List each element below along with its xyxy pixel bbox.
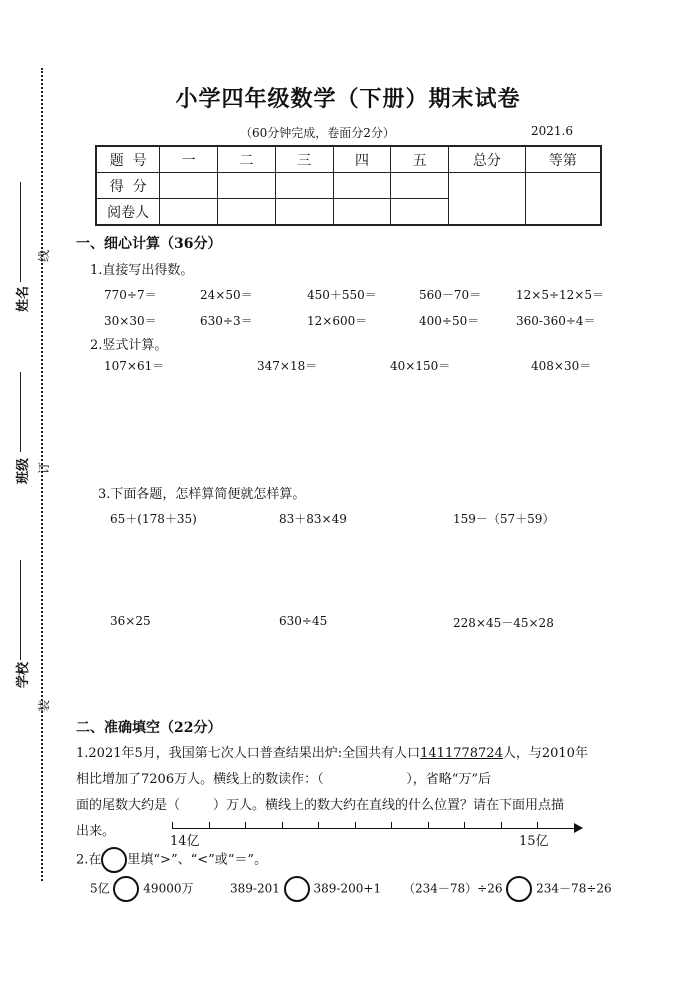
compare-right: 389-200+1	[313, 881, 382, 896]
school-label: 学校	[16, 661, 31, 688]
number-line-tick	[245, 822, 246, 828]
row-label: 阅卷人	[96, 199, 160, 226]
number-line-arrow-icon	[574, 823, 583, 833]
row-label: 题 号	[96, 146, 160, 173]
score-cell	[160, 199, 218, 226]
number-line-tick	[537, 822, 538, 828]
score-table	[95, 145, 602, 226]
table-row	[96, 173, 601, 199]
answer-circle-icon[interactable]	[506, 876, 532, 902]
oral-problem: 400÷50＝	[419, 314, 480, 328]
oral-problem: 24×50＝	[200, 288, 253, 302]
class-label: 班级	[16, 457, 31, 484]
column-header: 等第	[525, 146, 601, 173]
compare-q2-title	[76, 847, 267, 873]
binding-mark-zhuang: 装	[37, 699, 51, 712]
oral-problem: 30×30＝	[104, 314, 157, 328]
binding-mark-ding: 订	[37, 461, 51, 474]
score-cell	[218, 199, 276, 226]
score-cell	[275, 173, 333, 199]
name-underline	[20, 182, 21, 282]
score-cell	[160, 173, 218, 199]
score-cell	[275, 199, 333, 226]
column-header: 五	[391, 146, 449, 173]
oral-problem: 560－70＝	[419, 288, 482, 302]
compare-item	[403, 876, 612, 902]
compare-right: 234－78÷26	[536, 881, 612, 896]
question-3-title: 3.下面各题，怎样算简便就怎样算。	[98, 487, 306, 502]
compare-item	[90, 876, 193, 902]
compare-left: （234－78）÷26	[403, 881, 503, 896]
answer-circle-icon[interactable]	[113, 876, 139, 902]
number-line-tick	[172, 822, 173, 828]
number-line-tick	[391, 822, 392, 828]
number-line[interactable]	[172, 828, 577, 829]
oral-problem: 12×600＝	[307, 314, 368, 328]
row-label: 得 分	[96, 173, 160, 199]
column-header: 四	[333, 146, 391, 173]
simplify-problem: 630÷45	[279, 614, 328, 628]
compare-q2-text: 里填“>”、“<”或“＝”。	[127, 852, 268, 868]
fill-q1-line-4: 出来。	[76, 824, 116, 839]
simplify-problem: 159－（57＋59）	[453, 512, 555, 526]
page-title: 小学四年级数学（下册）期末试卷	[175, 86, 521, 112]
score-cell	[391, 173, 449, 199]
number-line-start-label: 14亿	[170, 834, 200, 849]
score-cell	[333, 199, 391, 226]
section-2-title: 二、准确填空（22分）	[76, 720, 222, 736]
number-line-tick	[464, 822, 465, 828]
question-1-title: 1.直接写出得数。	[90, 263, 194, 278]
oral-problem: 12×5÷12×5＝	[516, 288, 604, 302]
column-header: 二	[218, 146, 276, 173]
exam-date: 2021.6	[531, 124, 573, 138]
column-header: 一	[160, 146, 218, 173]
fill-q1-line-1	[76, 742, 588, 761]
total-score-cell	[449, 173, 526, 226]
answer-circle-icon	[101, 847, 127, 873]
number-line-tick	[501, 822, 502, 828]
number-line-tick	[355, 822, 356, 828]
binding-mark-line: 线	[37, 249, 51, 262]
vertical-calc-problem: 107×61＝	[104, 359, 165, 373]
vertical-calc-problem: 347×18＝	[257, 359, 318, 373]
score-cell	[333, 173, 391, 199]
answer-circle-icon[interactable]	[284, 876, 310, 902]
oral-problem: 360-360÷4＝	[516, 314, 596, 328]
simplify-problem: 228×45－45×28	[453, 616, 554, 630]
table-row	[96, 146, 601, 173]
name-label: 姓名	[16, 285, 31, 312]
column-header: 三	[275, 146, 333, 173]
fill-q1-line-2: 相比增加了7206万人。横线上的数读作：（ ），省略“万”后	[76, 772, 492, 787]
number-line-tick	[318, 822, 319, 828]
compare-right: 49000万	[143, 881, 194, 896]
score-cell	[391, 199, 449, 226]
number-line-tick	[209, 822, 210, 828]
school-underline	[20, 560, 21, 660]
section-1-title: 一、细心计算（36分）	[76, 236, 222, 252]
compare-item	[230, 876, 381, 902]
fill-q1-text: 人，与2010年	[502, 746, 588, 761]
compare-left: 5亿	[90, 881, 110, 896]
vertical-calc-problem: 408×30＝	[531, 359, 592, 373]
oral-problem: 630÷3＝	[200, 314, 253, 328]
column-header: 总分	[449, 146, 526, 173]
simplify-problem: 83＋83×49	[279, 512, 347, 526]
fill-q1-text: 1.2021年5月，我国第七次人口普查结果出炉:全国共有人口	[76, 746, 421, 761]
exam-subtitle: （60分钟完成，卷面分2分）	[240, 126, 395, 140]
oral-problem: 450＋550＝	[307, 288, 377, 302]
population-number: 1411778724	[420, 746, 503, 761]
fill-q1-line-3: 面的尾数大约是（ ）万人。横线上的数大约在直线的什么位置？请在下面用点描	[76, 798, 565, 813]
number-line-end-label: 15亿	[519, 834, 549, 849]
oral-problem: 770÷7＝	[104, 288, 157, 302]
question-2-title: 2.竖式计算。	[90, 338, 168, 353]
class-underline	[20, 372, 21, 452]
compare-q2-text: 2.在	[76, 852, 102, 868]
compare-left: 389-201	[230, 881, 280, 896]
number-line-tick	[428, 822, 429, 828]
simplify-problem: 65＋(178＋35)	[110, 512, 197, 526]
grade-cell	[525, 173, 601, 226]
vertical-calc-problem: 40×150＝	[390, 359, 451, 373]
score-cell	[218, 173, 276, 199]
binding-dotted-line	[41, 68, 43, 881]
number-line-tick	[282, 822, 283, 828]
simplify-problem: 36×25	[110, 614, 151, 628]
